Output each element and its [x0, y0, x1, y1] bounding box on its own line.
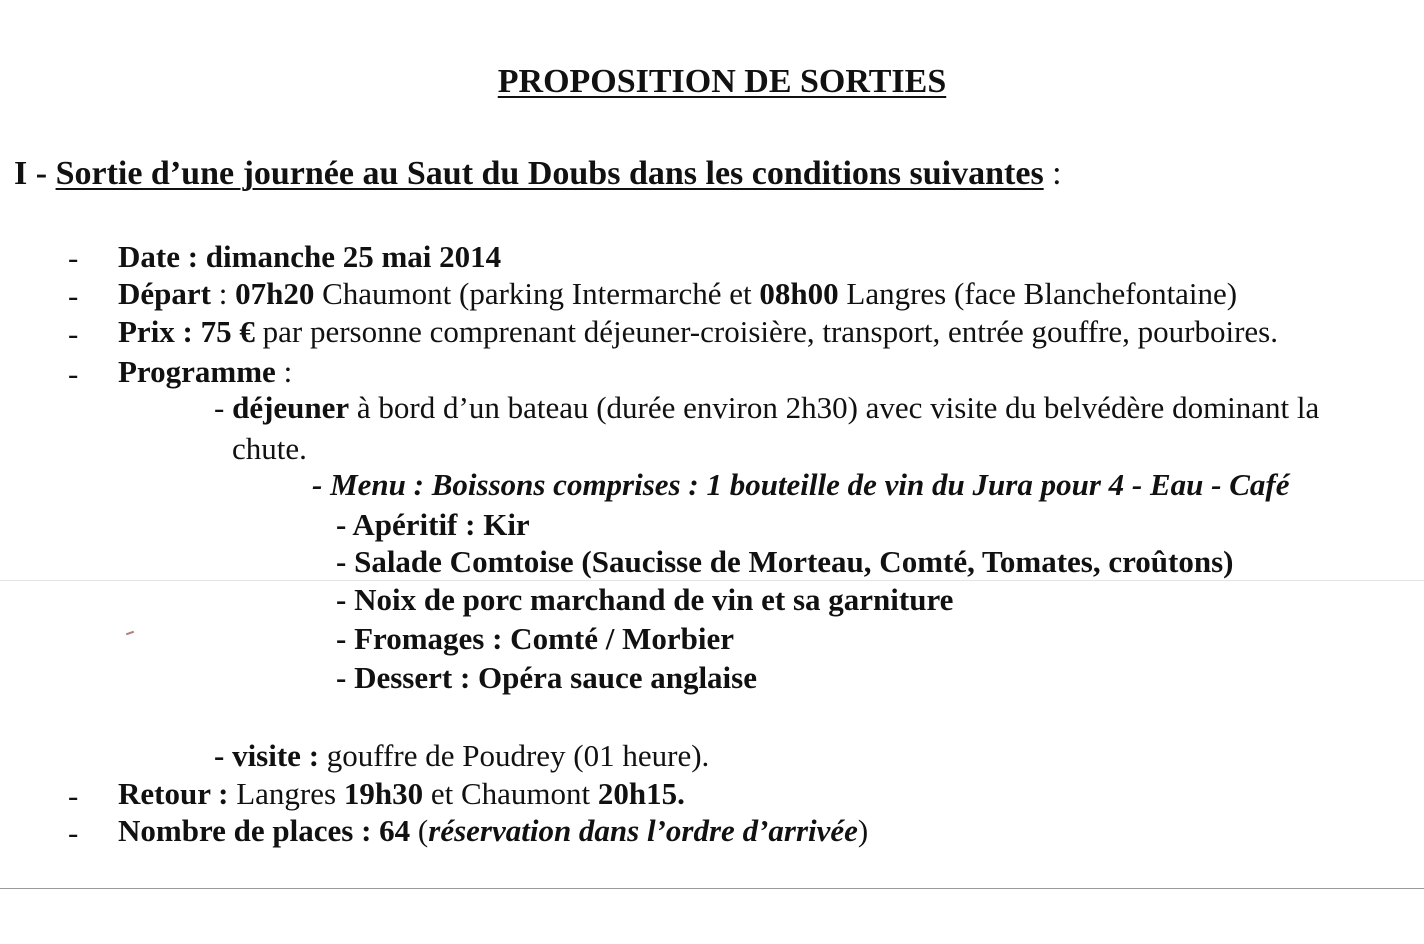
document-title: PROPOSITION DE SORTIES: [497, 63, 947, 100]
menu-item: - Apéritif : Kir: [336, 507, 530, 542]
depart-time-chaumont: 07h20: [235, 276, 315, 311]
places-close: ): [857, 813, 869, 848]
section-heading-suffix: :: [1043, 155, 1062, 192]
prix-line: [118, 314, 1278, 350]
date-line: Date : dimanche 25 mai 2014: [118, 239, 502, 274]
depart-text-langres: Langres (face Blanchefontaine): [838, 276, 1238, 311]
places-line: [118, 813, 868, 849]
places-open: (: [410, 813, 429, 848]
visite-text: gouffre de Poudrey (01 heure).: [319, 738, 710, 773]
depart-time-langres: 08h00: [759, 276, 839, 311]
retour-text-chaumont: et Chaumont: [423, 776, 598, 811]
menu-item: - Dessert : Opéra sauce anglaise: [336, 660, 757, 695]
bullet-dash: -: [68, 356, 79, 391]
menu-text: : Boissons comprises : 1 bouteille de vin du Jura pour 4 - Eau - Café: [405, 467, 1290, 502]
menu-item: - Salade Comtoise (Saucisse de Morteau, Comté, Tomates, croûtons): [336, 544, 1234, 579]
menu-item: - Fromages : Comté / Morbier: [336, 621, 734, 656]
dejeuner-text: à bord d’un bateau (durée environ 2h30) avec visite du belvédère dominant la: [349, 390, 1320, 425]
section-heading: [14, 156, 1062, 192]
prix-text: par personne comprenant déjeuner-croisière, transport, entrée gouffre, pourboires.: [254, 314, 1278, 349]
depart-text-chaumont: Chaumont (parking Intermarché et: [314, 276, 760, 311]
visite-line: [214, 738, 709, 774]
prix-label: Prix : 75 €: [118, 314, 255, 349]
programme-sep: :: [275, 354, 293, 389]
dejeuner-label: déjeuner: [232, 390, 350, 425]
depart-sep: :: [210, 276, 236, 311]
places-note: réservation dans l’ordre d’arrivée: [428, 813, 858, 848]
menu-prefix: -: [312, 467, 331, 502]
section-heading-text: Sortie d’une journée au Saut du Doubs dans les conditions suivantes: [55, 155, 1044, 192]
dejeuner-continuation: chute.: [232, 431, 307, 466]
bullet-dash: -: [68, 815, 79, 850]
programme-label: Programme: [118, 354, 276, 389]
bullet-dash: -: [68, 778, 79, 813]
dejeuner-prefix: -: [214, 390, 233, 425]
retour-time-chaumont: 20h15.: [597, 776, 685, 811]
visite-label: - visite :: [214, 738, 320, 773]
depart-label: Départ: [118, 276, 211, 311]
retour-text-langres: Langres: [228, 776, 344, 811]
bullet-dash: -: [68, 316, 79, 351]
menu-item: - Noix de porc marchand de vin et sa garniture: [336, 582, 954, 617]
bullet-dash: -: [68, 240, 79, 275]
depart-line: [118, 276, 1237, 312]
scan-edge-line: [0, 888, 1424, 889]
bullet-dash: -: [68, 278, 79, 313]
retour-label: Retour :: [118, 776, 229, 811]
retour-line: [118, 776, 685, 812]
places-label: Nombre de places : 64: [118, 813, 411, 848]
menu-label: Menu: [330, 467, 406, 502]
dejeuner-line: [214, 390, 1319, 426]
menu-line: [312, 467, 1289, 503]
scan-speck: [126, 631, 134, 636]
retour-time-langres: 19h30: [343, 776, 424, 811]
programme-line: [118, 354, 292, 390]
section-number: I -: [14, 155, 56, 192]
scan-fold-line: [0, 580, 1424, 581]
